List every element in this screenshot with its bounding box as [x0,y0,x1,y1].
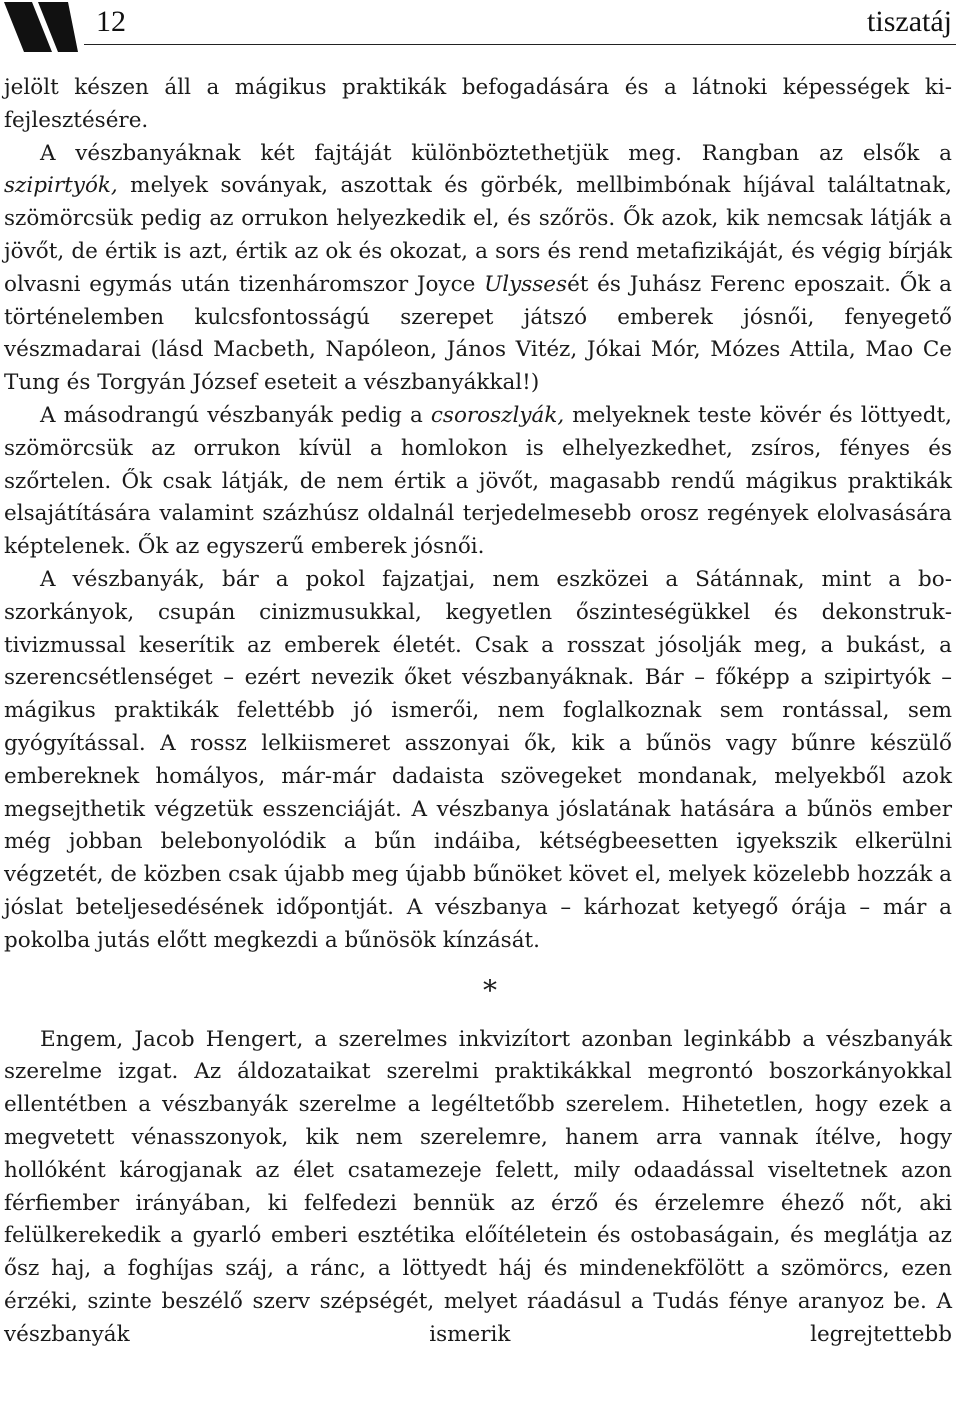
title-ulysses: Ulysses [484,271,568,297]
paragraph-4: A vészbanyák, bár a pokol fajzatjai, nem eszközei a Sátánnak, mint a boszorkányok, csupán cinizmusukkal, kegyetlen őszinteségükkel és dekonstruktivizmussal keserítik az emberek életét. Csak a rosszat jósolják meg, a bukást, a szerencsétlenséget – ezért nevezik őket vészbanyáknak. Bár – főképp a szipirtyók – mágikus praktikák felettébb jó ismerői, nem foglalkoznak sem rontással, sem gyógyítással. A rossz lelkiismeret asszonyai ők, kik a bűnös vagy bűnre készülő embereknek homályos, már-már dadaista szövegeket mondanak, melyekből azok megsejthetik végzetük esszenciáját. A vészbanya jóslatának hatására a bűnös ember még jobban belebonyolódik a bűn indáiba, kétségbeesetten igyekszik elkerülni végzetét, de közben csak újabb meg újabb bűnöket követ el, melyek közelebb hozzák a jóslat beteljesedésének időpontját. A vészbanya – kárhozat ketyegő órája – már a pokolba jutás előtt megkezdi a bűnösök kínzását. [4,566,952,953]
paragraph-2-text-a: A vészbanyáknak két fajtáját különböztethetjük meg. Rangban az elsők a [40,140,952,166]
section-divider: * [483,973,497,1007]
term-szipirtyok: szipirtyók, [4,173,118,199]
journal-logo-icon [2,2,78,52]
paragraph-2-text-c: melyek soványak, aszottak és görbék, mellbimbónak híjával találtatnak, szömörcsük pedig az orrukon helyezkedik el, és szőrös. Ők azok, kik nemcsak látják a jövőt, de értik is azt, értik az ok és okozat, a sors és rend metafizikáját, és végig bírják olvasni egymás után tizenháromszor Joyce [4,173,952,297]
header-rule [84,44,956,45]
paragraph-3-text-c: melyeknek teste kövér és löttyedt, szömörcsük az orrukon kívül a homlokon is elhelyezkedhet, zsíros, fényes és szőrtelen. Ők csak látják, de nem értik a jövőt, magasabb rendű mágikus praktikák elsajátítására valamint százhúsz oldalnál terjedelmesebb orosz regények elolvasására képtelenek. Ők az egyszerű emberek jósnői. [4,402,952,560]
page-number: 12 [96,5,126,38]
paragraph-2 [4,138,952,400]
paragraph-3-text-a: A másodrangú vészbanyák pedig a [40,402,431,428]
paragraph-3 [4,400,952,564]
journal-name: tiszatáj [867,5,952,38]
paragraph-1: jelölt készen áll a mágikus praktikák befogadására és a látnoki képességek kifejlesztésére. [4,75,952,133]
paragraph-2-text-e: ét és Juhász Ferenc eposzait. Ők a történelemben kulcsfontosságú szerepet játszó emberek jósnői, fenyegető vészmadarai (lásd Macbeth, Napóleon, János Vitéz, Jókai Mór, Mózes Attila, Mao Ce Tung és Torgyán József eseteit a vészbanyákkal!) [4,271,952,396]
page-header [0,0,960,56]
paragraph-5: Engem, Jacob Hengert, a szerelmes inkvizítort azonban leginkább a vészbanyák szerelme izgat. Az áldozataikat szerelmi praktikákkal megrontó boszorkányokkal ellentétben a vészbanyák szerelme a legéltetőbb szerelem. Hihetetlen, hogy ezek a megvetett vénasszonyok, kik nem szerelemre, hanem arra vannak ítélve, hogy hollóként károgjanak az élet csatamezeje felett, mily odaadással viseltetnek azon férfiember irányában, ki felfedezi bennük az érző és érzelemre éhező nőt, aki felülkerekedik a gyarló emberi esztétika előítéletein és ostobaságain, és meglátja az ősz haj, a foghíjas száj, a ránc, a löttyedt háj és mindenekfölött a szömörcs, ezen érzéki, szinte beszélő szerv szépségét, melyet ráadásul a Tudás fénye aranyoz be. A vészbanyák ismerik legrejtettebb [4,1026,952,1347]
term-csoroszlyak: csoroszlyák, [430,402,565,428]
article-body [4,72,952,1351]
